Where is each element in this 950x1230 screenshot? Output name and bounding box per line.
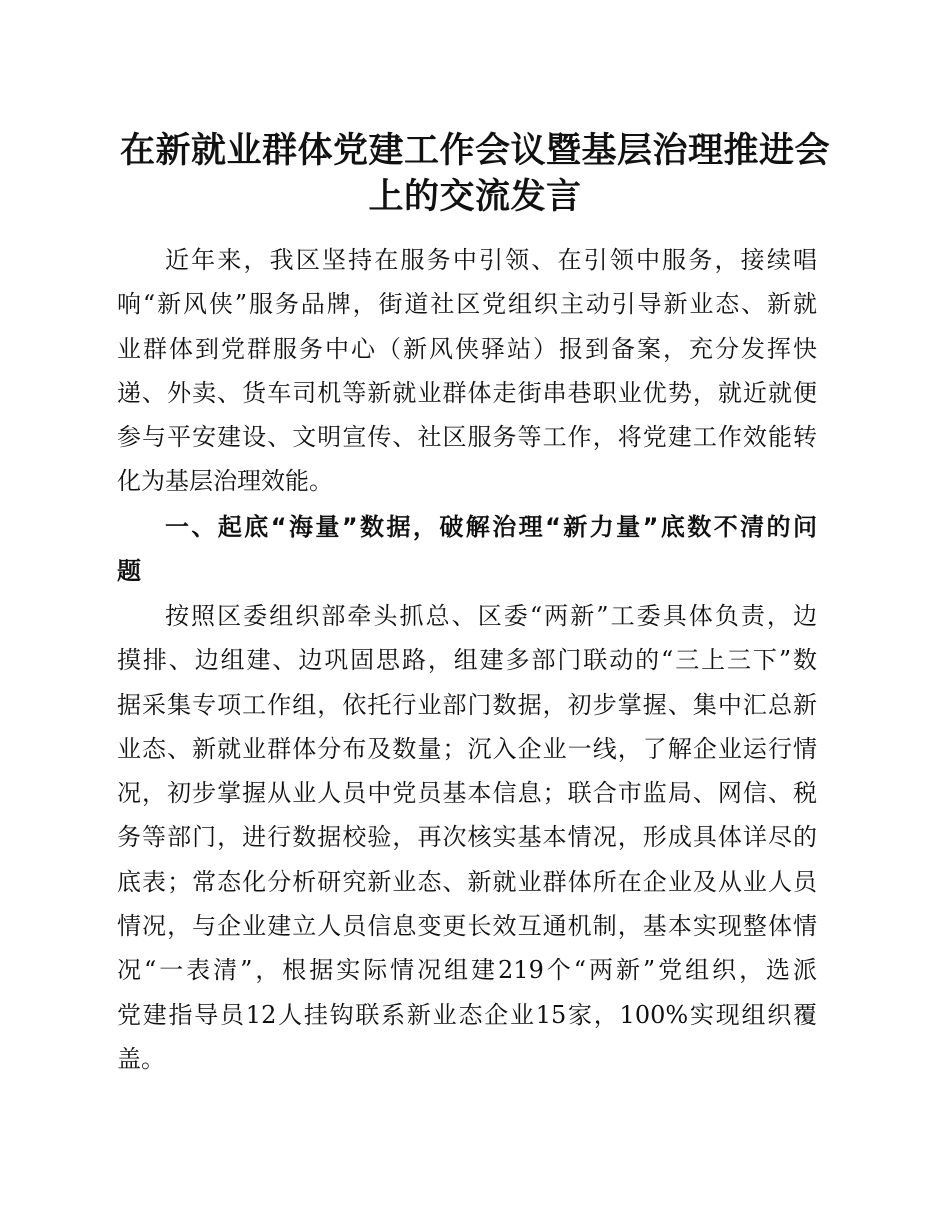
text-line: 党建指导员12人挂钩联系新业态企业15家，100%实现组织覆	[117, 1000, 817, 1029]
text-line: 递、外卖、货车司机等新就业群体走街串巷职业优势，就近就便	[117, 378, 817, 407]
document-title	[110, 128, 840, 220]
paragraph-intro	[117, 238, 817, 504]
title-line: 上的交流发言	[368, 176, 582, 217]
text-line: 况，初步掌握从业人员中党员基本信息；联合市监局、网信、税	[117, 779, 817, 808]
text-line: 情况，与企业建立人员信息变更长效互通机制，基本实现整体情	[117, 912, 817, 941]
text-line: 摸排、边组建、边巩固思路，组建多部门联动的“三上三下”数	[117, 646, 817, 675]
text-line: 盖。	[117, 1044, 165, 1073]
paragraph-section-1	[117, 594, 817, 1081]
text-line: 近年来，我区坚持在服务中引领、在引领中服务，接续唱	[165, 246, 817, 274]
text-line: 按照区委组织部牵头抓总、区委“两新”工委具体负责，边	[165, 602, 817, 630]
text-line: 据采集专项工作组，依托行业部门数据，初步掌握、集中汇总新	[117, 690, 817, 719]
text-line: 业群体到党群服务中心（新风侠驿站）报到备案，充分发挥快	[117, 334, 817, 363]
text-line: 况“一表清”，根据实际情况组建219个“两新”党组织，选派	[117, 956, 817, 985]
heading-line: 题	[117, 557, 141, 586]
section-heading-1	[117, 505, 817, 594]
text-line: 务等部门，进行数据校验，再次核实基本情况，形成具体详尽的	[117, 823, 817, 852]
text-line: 参与平安建设、文明宣传、社区服务等工作，将党建工作效能转	[117, 423, 817, 452]
text-line: 响“新风侠”服务品牌，街道社区党组织主动引导新业态、新就	[117, 290, 817, 319]
text-line: 化为基层治理效能。	[117, 467, 333, 496]
title-line: 在新就业群体党建工作会议暨基层治理推进会	[119, 130, 830, 171]
text-line: 底表；常态化分析研究新业态、新就业群体所在企业及从业人员	[117, 867, 817, 896]
text-line: 业态、新就业群体分布及数量；沉入企业一线，了解企业运行情	[117, 734, 817, 763]
heading-line: 一、起底“海量”数据，破解治理“新力量”底数不清的问	[165, 513, 817, 541]
